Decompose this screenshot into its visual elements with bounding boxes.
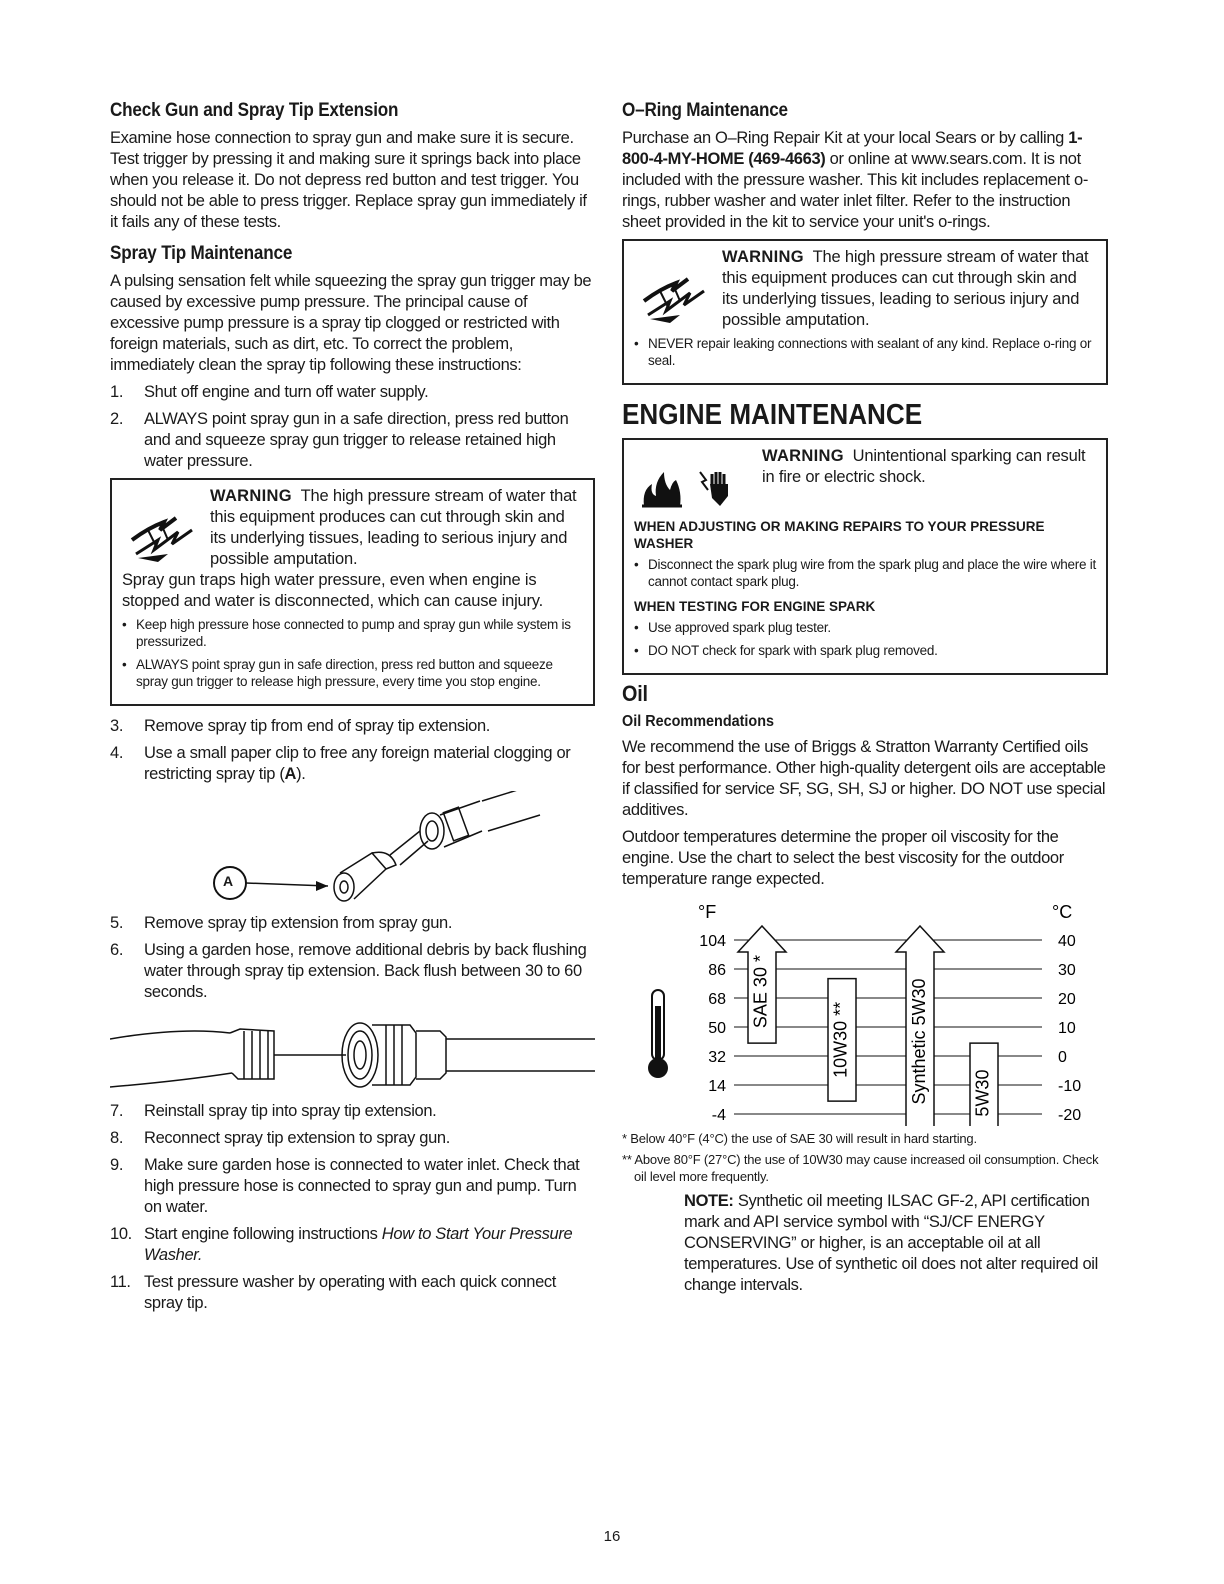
- list-item: • DO NOT check for spark with spark plug removed.: [634, 642, 1096, 659]
- laceration-icon: [640, 271, 710, 330]
- f-tick-label: -4: [711, 1107, 726, 1124]
- list-item: • Disconnect the spark plug wire from the spark plug and place the wire where it cannot contact spark plug.: [634, 556, 1096, 590]
- viscosity-bar: [896, 926, 944, 1126]
- list-item: • ALWAYS point spray gun in safe direction, press red button and squeeze spray gun trigger to release high pressure, every time you stop engine.: [122, 656, 583, 690]
- viscosity-bar-label: Synthetic 5W30: [908, 978, 929, 1105]
- laceration-icon: [128, 510, 198, 569]
- warning-extra: Spray gun traps high water pressure, even when engine is stopped and water is disconnected, which can cause injury.: [122, 571, 544, 610]
- c-tick-label: -10: [1058, 1078, 1082, 1095]
- engine-maintenance-heading: ENGINE MAINTENANCE: [622, 399, 923, 431]
- celsius-unit-label: °C: [1052, 902, 1073, 922]
- list-item: 5. Remove spray tip extension from spray gun.: [110, 914, 453, 932]
- steps-list-a: [110, 382, 595, 472]
- c-tick-label: 10: [1058, 1020, 1076, 1037]
- oring-body: Purchase an O–Ring Repair Kit at your local Sears or by calling 1-800-4-MY-HOME (469-4663) or online at www.sears.com. It is not included with the pressure washer. This kit includes replacement o-rings, rubber washer and water inlet filter. Refer to the instruction sheet provided in the kit to service your unit's o-rings.: [622, 129, 1088, 231]
- thermometer-icon: [648, 990, 668, 1078]
- viscosity-bar-label: 10W30 **: [830, 1001, 851, 1078]
- spray-tip-body: A pulsing sensation felt while squeezing the spray gun trigger may be caused by excessive pump pressure. The principal cause of excessive pump pressure is a spray tip clogged or restricted with foreign materials, such as dirt, etc. To correct the problem, immediately clean the spray tip following these instructions:: [110, 272, 592, 374]
- oil-paragraph-2: Outdoor temperatures determine the proper oil viscosity for the engine. Use the chart to select the best viscosity for the outdoor temperature range expected.: [622, 828, 1064, 888]
- list-item: 9. Make sure garden hose is connected to water inlet. Check that high pressure hose is connected to spray gun and pump. Turn on water.: [110, 1156, 580, 1216]
- list-item: 3. Remove spray tip from end of spray tip extension.: [110, 717, 491, 735]
- steps-list-d: [110, 1101, 595, 1314]
- c-tick-label: 40: [1058, 933, 1076, 950]
- check-gun-body: Examine hose connection to spray gun and make sure it is secure. Test trigger by pressing it and making sure it springs back into place when you release it. Do not depress red button and test trigger. You should not be able to press trigger. Replace spray gun immediately if it fails any of these tests.: [110, 129, 587, 231]
- list-item: • Use approved spark plug tester.: [634, 619, 1096, 636]
- oil-viscosity-chart: [622, 896, 1108, 1126]
- f-tick-label: 14: [708, 1078, 726, 1095]
- oring-heading: O–Ring Maintenance: [622, 100, 788, 121]
- fahrenheit-unit-label: °F: [698, 902, 717, 922]
- list-item: 1. Shut off engine and turn off water supply.: [110, 383, 429, 401]
- warning-box-spray: WARNING The high pressure stream of water that this equipment produces can cut through skin and its underlying tissues, leading to serious injury and possible amputation. Spray gun traps high water pressure, even when engine is stopped and water is disconnected, which can cause injury. • Keep high pressure hose connected to pump and spray gun while system is pressurized. • ALWAYS point spray gun in safe direction, press red button and squeeze spray gun trigger to release high pressure, every time you stop engine.: [110, 478, 595, 706]
- spray-tip-heading: Spray Tip Maintenance: [110, 243, 293, 264]
- steps-list-c: [110, 913, 595, 1003]
- f-tick-label: 68: [708, 991, 726, 1008]
- list-item: • Keep high pressure hose connected to pump and spray gun while system is pressurized.: [122, 616, 583, 650]
- left-column: [110, 100, 595, 1320]
- fire-icon: [640, 468, 684, 513]
- oil-paragraph-1: We recommend the use of Briggs & Stratton Warranty Certified oils for best performance. Other high-quality detergent oils are acceptable if classified for service SF, SG, SH, SJ or higher. DO NOT use special additives.: [622, 738, 1106, 819]
- warning-box-oring: WARNING The high pressure stream of water that this equipment produces can cut through skin and its underlying tissues, leading to serious injury and possible amputation. • NEVER repair leaking connections with sealant of any kind. Replace o-ring or seal.: [622, 239, 1108, 385]
- spray-tip-illustration: [110, 791, 595, 913]
- viscosity-bar-label: 5W30: [972, 1069, 993, 1117]
- callout-a-label: A: [223, 873, 234, 889]
- shock-icon: [698, 468, 732, 513]
- c-tick-label: 30: [1058, 962, 1076, 979]
- f-tick-label: 50: [708, 1020, 726, 1037]
- warning-subheading: WHEN TESTING FOR ENGINE SPARK: [634, 599, 876, 614]
- page-number: 16: [603, 1528, 621, 1545]
- c-tick-label: 0: [1058, 1049, 1067, 1066]
- oil-heading: Oil: [622, 681, 648, 706]
- viscosity-bar: [738, 926, 786, 1043]
- list-item: • NEVER repair leaking connections with sealant of any kind. Replace o-ring or seal.: [634, 335, 1096, 369]
- warning-subheading: WHEN ADJUSTING OR MAKING REPAIRS TO YOUR PRESSURE WASHER: [634, 519, 1045, 551]
- f-tick-label: 104: [699, 933, 726, 950]
- warning-box-spark: WARNING Unintentional sparking can result in fire or electric shock. WHEN ADJUSTING OR MAKING REPAIRS TO YOUR PRESSURE WASHER • Disconnect the spark plug wire from the spark plug and place the wire where it cannot contact spark plug. WHEN TESTING FOR ENGINE SPARK • Use approved spark plug tester. • DO NOT check for spark with spark plug removed.: [622, 438, 1108, 675]
- list-item: 10. Start engine following instructions How to Start Your Pressure Washer.: [110, 1225, 573, 1264]
- list-item: 2. ALWAYS point spray gun in a safe direction, press red button and and squeeze spray gun trigger to release retained high water pressure.: [110, 410, 569, 470]
- oil-recommendations-heading: Oil Recommendations: [622, 713, 775, 730]
- list-item: 4. Use a small paper clip to free any foreign material clogging or restricting spray tip (A).: [110, 744, 571, 783]
- list-item: 11. Test pressure washer by operating with each quick connect spray tip.: [110, 1273, 557, 1312]
- f-tick-label: 86: [708, 962, 726, 979]
- f-tick-label: 32: [708, 1049, 726, 1066]
- footnote-1: * Below 40°F (4°C) the use of SAE 30 will result in hard starting.: [622, 1131, 977, 1146]
- viscosity-bar: [828, 979, 856, 1101]
- hose-flush-illustration: [110, 1009, 595, 1101]
- list-item: 7. Reinstall spray tip into spray tip extension.: [110, 1102, 437, 1120]
- synthetic-oil-note: NOTE: Synthetic oil meeting ILSAC GF-2, API certification mark and API service symbol with “SJ/CF ENERGY CONSERVING” or higher, is an acceptable oil at all temperatures. Use of synthetic oil does not alter required oil change intervals.: [684, 1192, 1098, 1294]
- c-tick-label: -20: [1058, 1107, 1082, 1124]
- viscosity-bar-label: SAE 30 *: [750, 955, 771, 1029]
- right-column: [622, 100, 1108, 1296]
- c-tick-label: 20: [1058, 991, 1076, 1008]
- steps-list-b: [110, 716, 595, 785]
- list-item: 6. Using a garden hose, remove additional debris by back flushing water through spray tip extension. Back flush between 30 to 60 seconds.: [110, 941, 587, 1001]
- check-gun-heading: Check Gun and Spray Tip Extension: [110, 100, 399, 121]
- footnote-2: ** Above 80°F (27°C) the use of 10W30 may cause increased oil consumption. Check oil level more frequently.: [622, 1152, 1099, 1184]
- list-item: 8. Reconnect spray tip extension to spray gun.: [110, 1129, 450, 1147]
